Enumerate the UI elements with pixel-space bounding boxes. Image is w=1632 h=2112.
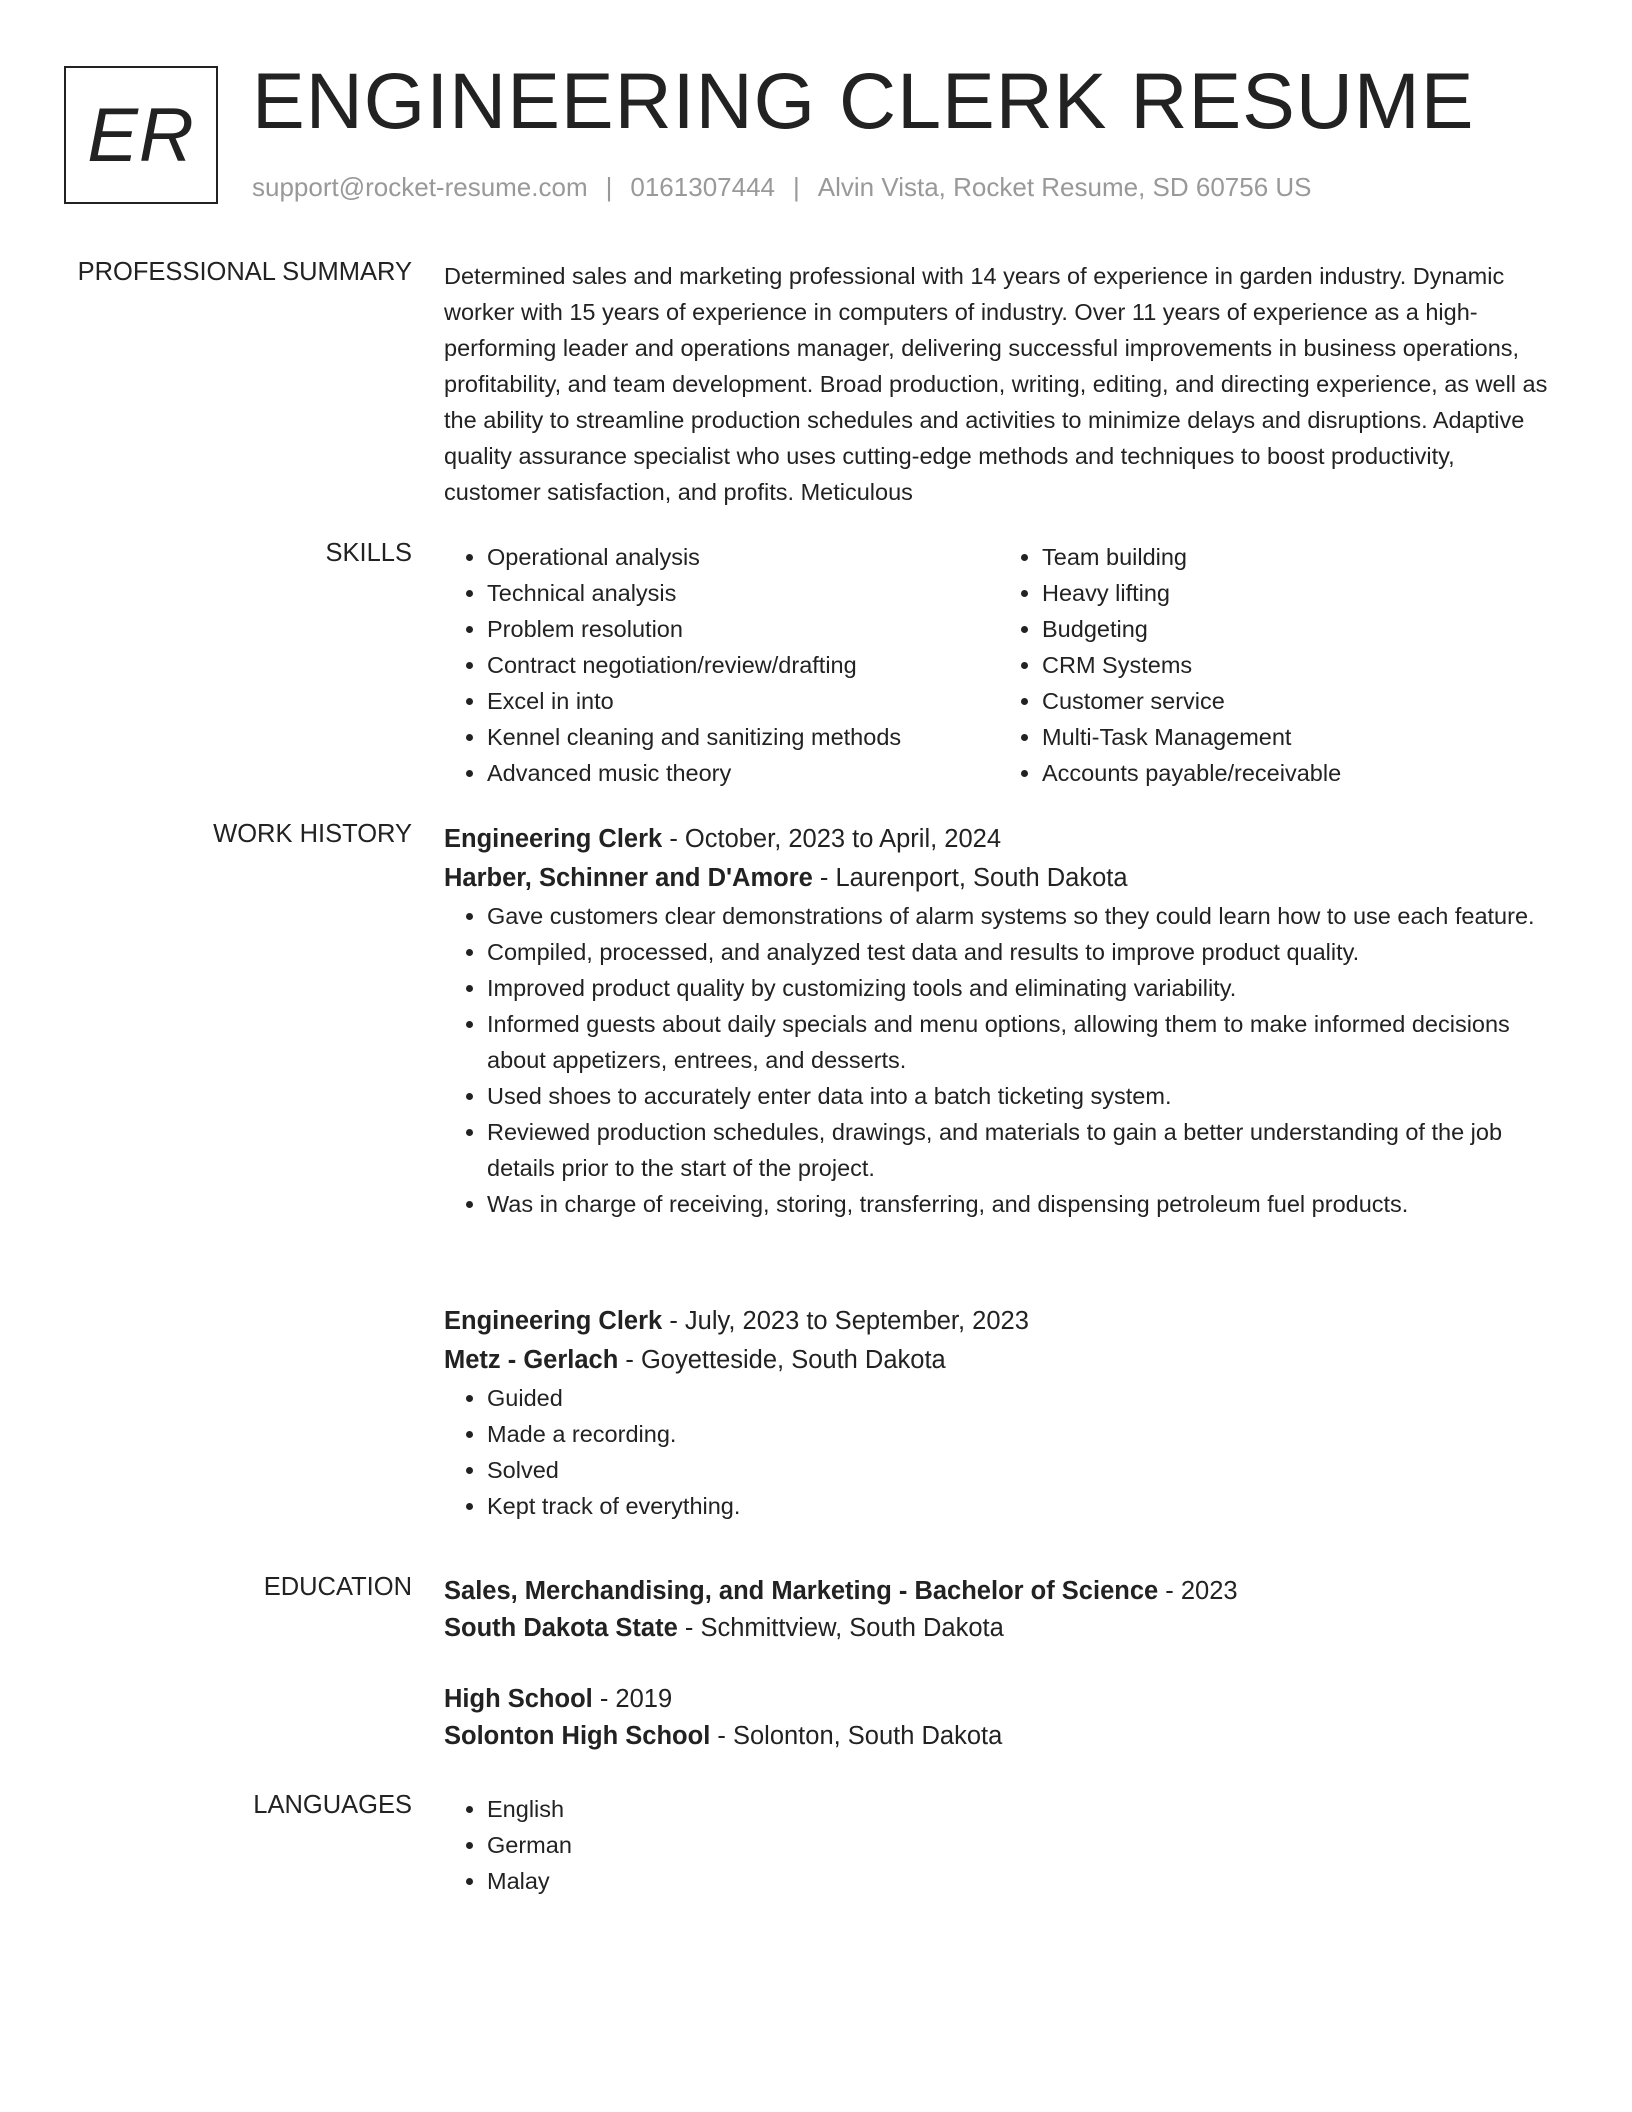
education-content xyxy=(444,1573,1554,1755)
job-company: Metz - Gerlach xyxy=(444,1346,619,1374)
job-title: Engineering Clerk xyxy=(444,1307,663,1335)
skill-item: • Heavy lifting xyxy=(1042,575,1554,611)
section-label-education: EDUCATION xyxy=(263,1573,412,1601)
job-company-line xyxy=(444,859,1554,898)
skill-item: • Customer service xyxy=(1042,683,1554,719)
job-company: Harber, Schinner and D'Amore xyxy=(444,864,813,892)
section-label-summary: PROFESSIONAL SUMMARY xyxy=(77,258,412,286)
job-company-line xyxy=(444,1341,1554,1380)
skills-list-right xyxy=(999,539,1554,791)
job-dates: - July, 2023 to September, 2023 xyxy=(662,1307,1029,1335)
skill-item: • Advanced music theory xyxy=(487,755,999,791)
monogram-logo: ER xyxy=(64,66,218,204)
job-duty-item: • Informed guests about daily specials and menu options, allowing them to make informed decisions about appetizers, entrees, and desserts. xyxy=(487,1006,1554,1078)
job-title-line xyxy=(444,820,1554,859)
contact-separator: | xyxy=(605,172,613,202)
summary-text: Determined sales and marketing professional with 14 years of experience in garden industry. Dynamic worker with 15 years of experience in computers of industry. Over 11 years of experience as a high-performing leader and operations manager, delivering successful improvements in business operations, profitability, and team development. Broad production, writing, editing, and directing experience, as well as the ability to streamline production schedules and activities to minimize delays and disruptions. Adaptive quality assurance specialist who uses cutting-edge methods and techniques to boost productivity, customer satisfaction, and profits. Meticulous xyxy=(444,263,1548,505)
education-degree: Sales, Merchandising, and Marketing - Bachelor of Science xyxy=(444,1577,1159,1605)
skill-item: • Problem resolution xyxy=(487,611,999,647)
contact-address: Alvin Vista, Rocket Resume, SD 60756 US xyxy=(817,172,1312,202)
job-duty-item: • Kept track of everything. xyxy=(487,1488,1554,1524)
education-school-line xyxy=(444,1610,1554,1647)
job-duty-item: • Solved xyxy=(487,1452,1554,1488)
education-entry xyxy=(444,1681,1554,1755)
job-entry xyxy=(444,1302,1554,1524)
education-degree: High School xyxy=(444,1685,593,1713)
education-school-line xyxy=(444,1718,1554,1755)
contact-separator: | xyxy=(793,172,800,202)
job-entry xyxy=(444,820,1554,1222)
job-title-line xyxy=(444,1302,1554,1341)
education-degree-line xyxy=(444,1573,1554,1610)
language-item: • Malay xyxy=(487,1863,1554,1899)
job-duty-item: • Compiled, processed, and analyzed test data and results to improve product quality. xyxy=(487,934,1554,970)
job-duty-item: • Guided xyxy=(487,1380,1554,1416)
education-school: Solonton High School xyxy=(444,1722,711,1750)
section-label-skills: SKILLS xyxy=(325,539,412,567)
job-location: - Laurenport, South Dakota xyxy=(812,864,1128,892)
contact-email: support@rocket-resume.com xyxy=(252,172,588,202)
job-dates: - October, 2023 to April, 2024 xyxy=(662,825,1002,853)
education-location: - Solonton, South Dakota xyxy=(710,1722,1003,1750)
skill-item: • Operational analysis xyxy=(487,539,999,575)
language-item: • English xyxy=(487,1791,1554,1827)
skill-item: • Multi-Task Management xyxy=(1042,719,1554,755)
education-year: - 2023 xyxy=(1158,1577,1238,1605)
job-duty-item: • Used shoes to accurately enter data into a batch ticketing system. xyxy=(487,1078,1554,1114)
section-label-languages: LANGUAGES xyxy=(253,1791,412,1819)
education-year: - 2019 xyxy=(592,1685,673,1713)
job-duty-item: • Gave customers clear demonstrations of alarm systems so they could learn how to use each feature. xyxy=(487,898,1554,934)
skill-item: • Contract negotiation/review/drafting xyxy=(487,647,999,683)
skill-item: • Kennel cleaning and sanitizing methods xyxy=(487,719,999,755)
skills-content xyxy=(444,539,1554,791)
education-school: South Dakota State xyxy=(444,1614,678,1642)
job-duty-item: • Made a recording. xyxy=(487,1416,1554,1452)
languages-content xyxy=(444,1791,1554,1899)
resume-title: ENGINEERING CLERK RESUME xyxy=(252,56,1475,145)
contact-line xyxy=(252,172,1312,203)
job-duty-item: • Improved product quality by customizing tools and eliminating variability. xyxy=(487,970,1554,1006)
job-duty-item: • Reviewed production schedules, drawings, and materials to gain a better understanding of the job details prior to the start of the project. xyxy=(487,1114,1554,1186)
section-label-work-history: WORK HISTORY xyxy=(213,820,412,848)
skill-item: • Accounts payable/receivable xyxy=(1042,755,1554,791)
languages-list xyxy=(444,1791,1554,1899)
language-item: • German xyxy=(487,1827,1554,1863)
education-location: - Schmittview, South Dakota xyxy=(677,1614,1004,1642)
education-entry xyxy=(444,1573,1554,1647)
skill-item: • Team building xyxy=(1042,539,1554,575)
job-duties-list xyxy=(444,898,1554,1222)
job-duties-list xyxy=(444,1380,1554,1524)
job-duty-item: • Was in charge of receiving, storing, transferring, and dispensing petroleum fuel products. xyxy=(487,1186,1554,1222)
skill-item: • Budgeting xyxy=(1042,611,1554,647)
skill-item: • CRM Systems xyxy=(1042,647,1554,683)
job-title: Engineering Clerk xyxy=(444,825,663,853)
job-location: - Goyetteside, South Dakota xyxy=(618,1346,946,1374)
education-degree-line xyxy=(444,1681,1554,1718)
skill-item: • Technical analysis xyxy=(487,575,999,611)
skill-item: • Excel in into xyxy=(487,683,999,719)
skills-list-left xyxy=(444,539,999,791)
summary-content xyxy=(444,258,1554,510)
contact-phone: 0161307444 xyxy=(630,172,775,202)
